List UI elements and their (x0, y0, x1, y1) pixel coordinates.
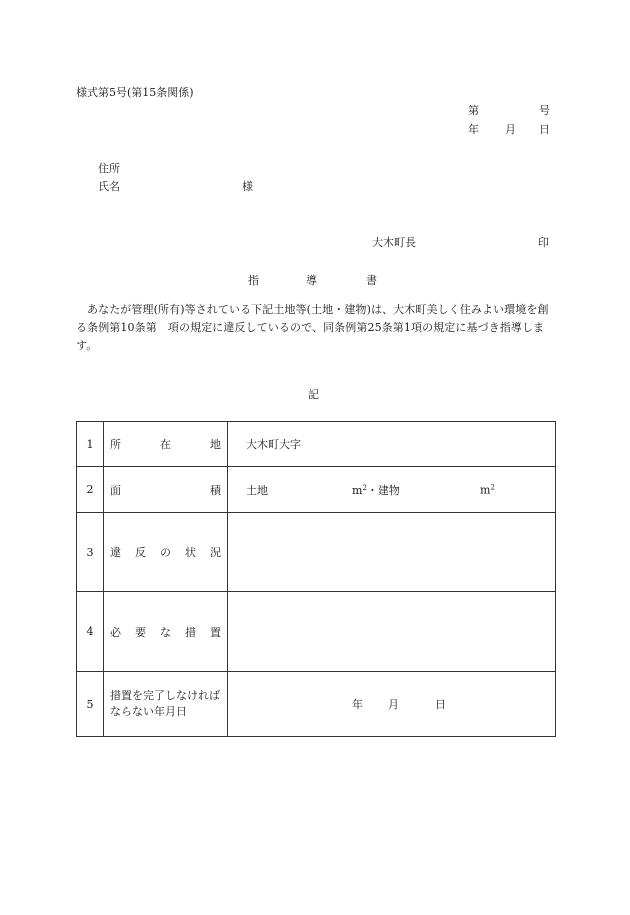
row-number: 4 (77, 592, 104, 672)
deadline-year: 年 (352, 698, 363, 711)
row-label: 措置を完了しなければならない年月日 (104, 672, 228, 737)
area-value (228, 467, 556, 513)
table-row (77, 467, 556, 513)
date-month: 月 (505, 123, 516, 136)
land-unit: $m^2$・建物 (352, 483, 400, 497)
document-number-suffix: 号 (539, 104, 550, 117)
measures-value (228, 592, 556, 672)
table-row (77, 513, 556, 592)
deadline-month: 月 (388, 698, 399, 711)
title-char-3: 書 (366, 274, 377, 287)
issuer-title: 大木町長 (372, 236, 416, 249)
address-label: 住所 (98, 162, 120, 175)
table-row (77, 592, 556, 672)
honorific: 様 (242, 180, 253, 193)
deadline-day: 日 (435, 698, 446, 711)
row-number: 1 (77, 422, 104, 467)
deadline-value (228, 672, 556, 737)
ki-mark: 記 (308, 388, 319, 401)
form-label: 様式第5号(第15条関係) (76, 86, 194, 99)
date-day: 日 (539, 123, 550, 136)
title-char-1: 指 (248, 274, 259, 287)
table-row (77, 422, 556, 467)
name-label: 氏名 (98, 180, 120, 193)
row-label: 面 積 (110, 483, 221, 497)
seal-mark: 印 (538, 236, 549, 249)
row-label: 所 在 地 (110, 438, 221, 451)
land-label: 土地 (246, 483, 268, 497)
title-char-2: 導 (306, 274, 317, 287)
violation-value (228, 513, 556, 592)
document-number-prefix: 第 (468, 104, 479, 117)
building-unit: $m^2$ (480, 483, 495, 496)
body-paragraph: あなたが管理(所有)等されている下記土地等(土地・建物)は、大木町美しく住みよい環境を創る条例第10条第 項の規定に違反しているので、同条例第25条第1項の規定に基づき指導します。 (76, 303, 549, 352)
row-number: 3 (77, 513, 104, 592)
row-number: 5 (77, 672, 104, 737)
row-label: 必 要 な 措 置 (110, 625, 221, 639)
row-label: 違 反 の 状 況 (110, 546, 221, 559)
table-row (77, 672, 556, 737)
location-value: 大木町大字 (228, 422, 556, 467)
row-number: 2 (77, 467, 104, 513)
date-year: 年 (468, 123, 479, 136)
details-table (76, 421, 556, 737)
